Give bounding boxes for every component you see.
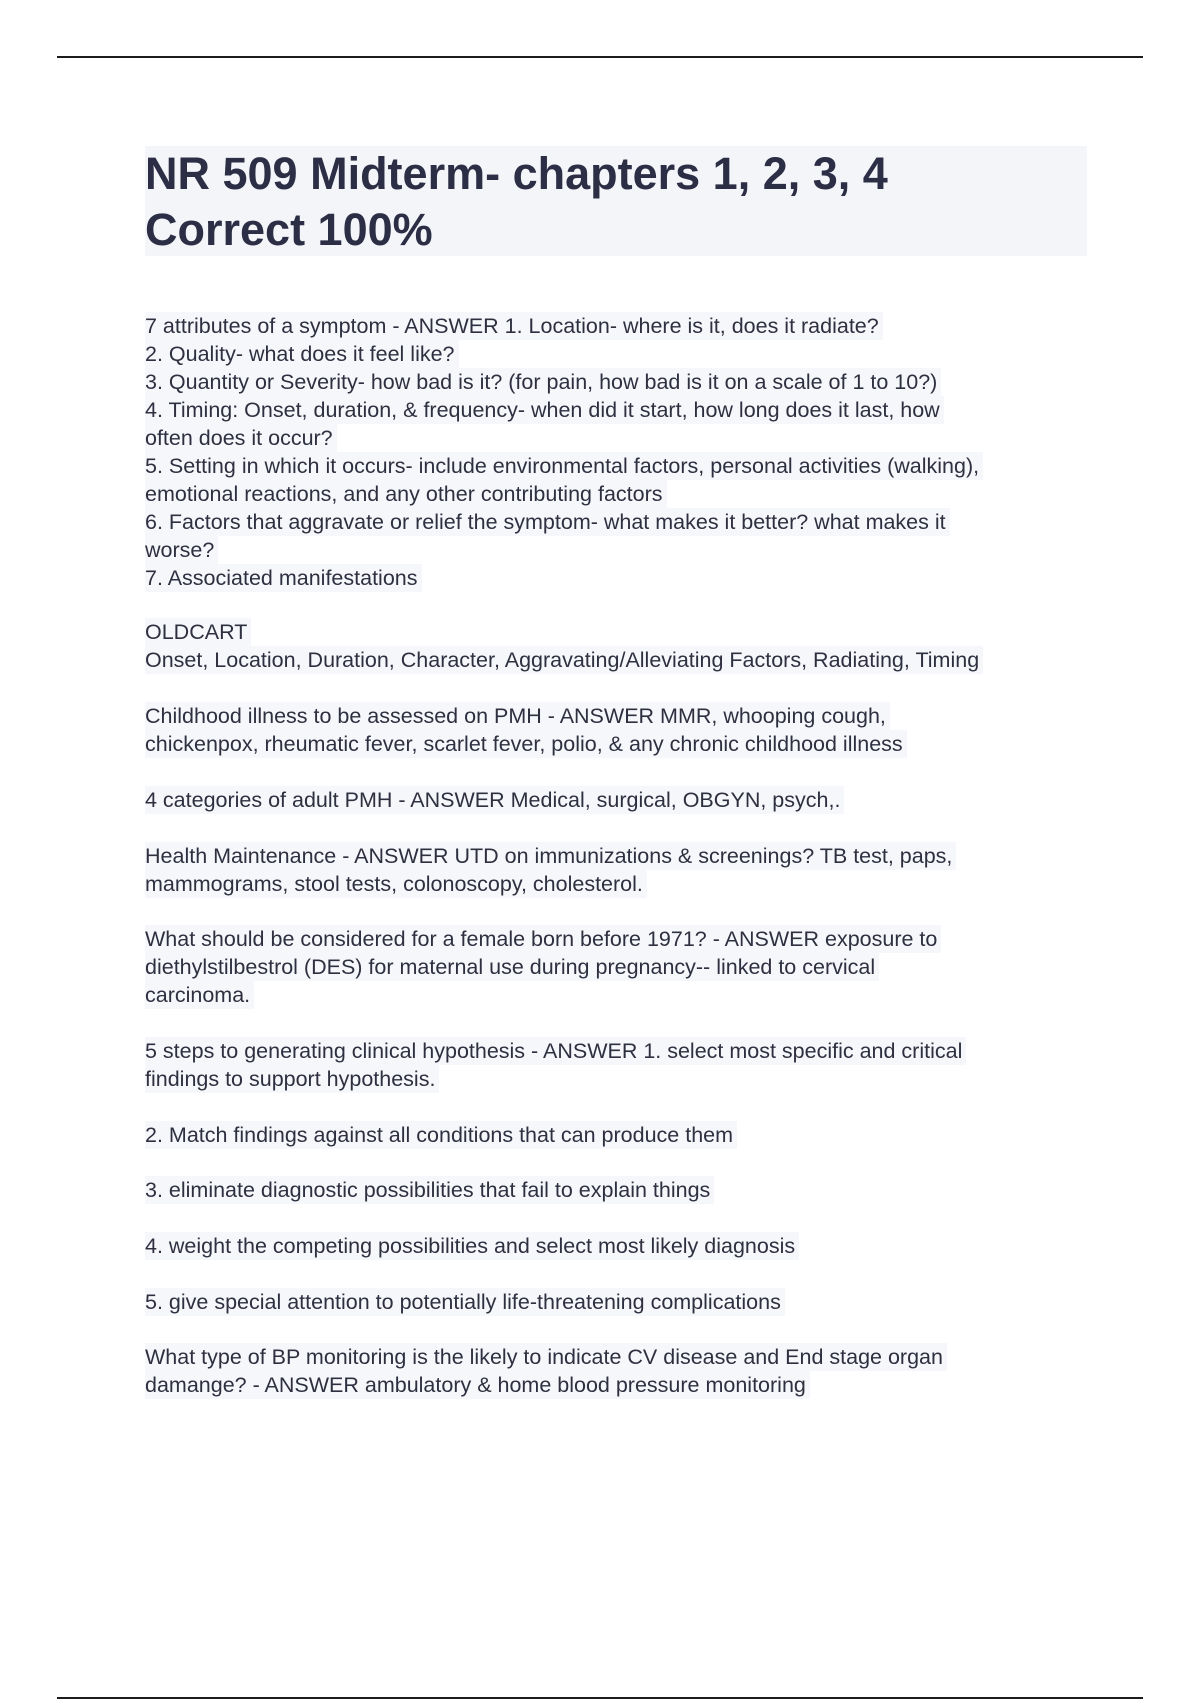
text-line: 2. Quality- what does it feel like?: [145, 340, 459, 368]
bottom-rule: [57, 1697, 1143, 1699]
text-line: emotional reactions, and any other contributing factors: [145, 480, 667, 508]
text-line: 7. Associated manifestations: [145, 564, 422, 592]
text-line: OLDCART: [145, 618, 251, 646]
text-line: 6. Factors that aggravate or relief the symptom- what makes it better? what makes it: [145, 508, 950, 536]
qa-block-childhood-illness: [145, 702, 907, 758]
text-line: 5. Setting in which it occurs- include environmental factors, personal activities (walking),: [145, 452, 983, 480]
qa-block-clinical-hypothesis: [145, 1037, 966, 1093]
text-line: What type of BP monitoring is the likely to indicate CV disease and End stage organ: [145, 1343, 947, 1371]
page-title-line-2: Correct 100%: [145, 204, 433, 255]
qa-block-health-maintenance: [145, 842, 956, 898]
text-line: 2. Match findings against all conditions that can produce them: [145, 1121, 737, 1149]
text-line: findings to support hypothesis.: [145, 1065, 439, 1093]
text-line: 3. eliminate diagnostic possibilities that fail to explain things: [145, 1176, 714, 1204]
qa-block-step-2: [145, 1121, 737, 1149]
qa-block-step-3: [145, 1176, 714, 1204]
text-line: Health Maintenance - ANSWER UTD on immunizations & screenings? TB test, paps,: [145, 842, 956, 870]
qa-block-step-5: [145, 1288, 785, 1316]
text-line: Onset, Location, Duration, Character, Aggravating/Alleviating Factors, Radiating, Timing: [145, 646, 983, 674]
text-line: diethylstilbestrol (DES) for maternal use during pregnancy-- linked to cervical: [145, 953, 879, 981]
text-line: 4 categories of adult PMH - ANSWER Medical, surgical, OBGYN, psych,.: [145, 786, 844, 814]
text-line: 5 steps to generating clinical hypothesis - ANSWER 1. select most specific and critical: [145, 1037, 966, 1065]
text-line: 3. Quantity or Severity- how bad is it? (for pain, how bad is it on a scale of 1 to 10?): [145, 368, 941, 396]
text-line: 7 attributes of a symptom - ANSWER 1. Location- where is it, does it radiate?: [145, 312, 883, 340]
text-line: 4. weight the competing possibilities and select most likely diagnosis: [145, 1232, 799, 1260]
text-line: 5. give special attention to potentially life-threatening complications: [145, 1288, 785, 1316]
top-rule: [57, 56, 1143, 58]
text-line: mammograms, stool tests, colonoscopy, cholesterol.: [145, 870, 647, 898]
page-title-line-1: NR 509 Midterm- chapters 1, 2, 3, 4: [145, 148, 888, 199]
text-line: worse?: [145, 536, 218, 564]
qa-block-des-exposure: [145, 925, 941, 1009]
qa-block-symptom-attributes: [145, 312, 983, 592]
text-line: chickenpox, rheumatic fever, scarlet fever, polio, & any chronic childhood illness: [145, 730, 907, 758]
text-line: carcinoma.: [145, 981, 254, 1009]
qa-block-oldcart: [145, 618, 983, 674]
text-line: often does it occur?: [145, 424, 337, 452]
qa-block-step-4: [145, 1232, 799, 1260]
text-line: What should be considered for a female born before 1971? - ANSWER exposure to: [145, 925, 941, 953]
qa-block-adult-pmh: [145, 786, 844, 814]
qa-block-bp-monitoring: [145, 1343, 947, 1399]
text-line: 4. Timing: Onset, duration, & frequency- when did it start, how long does it last, how: [145, 396, 944, 424]
text-line: Childhood illness to be assessed on PMH - ANSWER MMR, whooping cough,: [145, 702, 890, 730]
text-line: damange? - ANSWER ambulatory & home blood pressure monitoring: [145, 1371, 810, 1399]
